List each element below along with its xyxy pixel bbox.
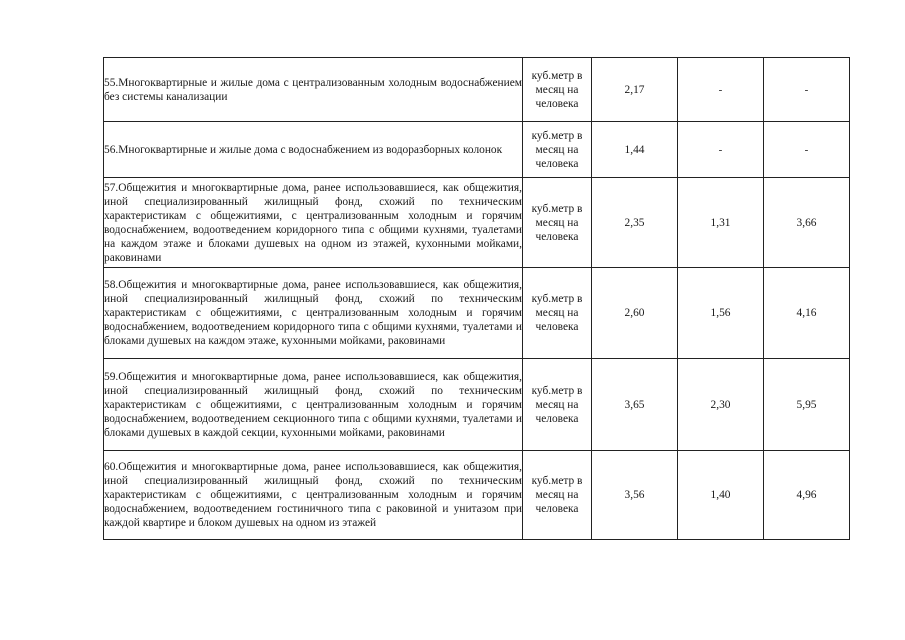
row-value-2: 1,56 (678, 268, 764, 359)
row-value-3: - (764, 58, 850, 122)
consumption-norms-table (103, 57, 850, 540)
row-description: 57.Общежития и многоквартирные дома, ранее использовавшиеся, как общежития, иной специализированный жилищный фонд, схожий по техническим характеристикам с общежитиями, с централизованным холодным и горячим водоснабжением, водоотведением коридорного типа с общими кухнями, туалетами на каждом этаже и блоками душевых на одном из этажей, кухонными мойками, раковинами (104, 178, 523, 268)
row-value-2: 2,30 (678, 359, 764, 451)
table-row (104, 178, 850, 268)
row-unit: куб.метр в месяц на человека (523, 268, 592, 359)
row-value-2: - (678, 58, 764, 122)
row-value-2: - (678, 122, 764, 178)
row-value-3: 4,16 (764, 268, 850, 359)
row-value-3: 4,96 (764, 451, 850, 540)
row-description: 55.Многоквартирные и жилые дома с централизованным холодным водоснабжением без системы канализации (104, 58, 523, 122)
row-unit: куб.метр в месяц на человека (523, 359, 592, 451)
row-description: 60.Общежития и многоквартирные дома, ранее использовавшиеся, как общежития, иной специализированный жилищный фонд, схожий по техническим характеристикам с общежитиями, с централизованным холодным и горячим водоснабжением, водоотведением гостиничного типа с раковиной и унитазом при каждой квартире и блоком душевых на одном из этажей (104, 451, 523, 540)
row-value-2: 1,31 (678, 178, 764, 268)
row-unit: куб.метр в месяц на человека (523, 451, 592, 540)
table-row (104, 451, 850, 540)
row-description: 59.Общежития и многоквартирные дома, ранее использовавшиеся, как общежития, иной специализированный жилищный фонд, схожий по техническим характеристикам с общежитиями, с централизованным холодным и горячим водоснабжением, водоотведением секционного типа с общими кухнями, туалетами и блоками душевых в каждой секции, кухонными мойками, раковинами (104, 359, 523, 451)
table-row (104, 268, 850, 359)
row-description: 58.Общежития и многоквартирные дома, ранее использовавшиеся, как общежития, иной специализированный жилищный фонд, схожий по техническим характеристикам с общежитиями, с централизованным холодным и горячим водоснабжением, водоотведением коридорного типа с общими кухнями, туалетами и блоками душевых на каждом этаже, кухонными мойками, раковинами (104, 268, 523, 359)
table-row (104, 122, 850, 178)
table-row (104, 359, 850, 451)
document-page (103, 57, 849, 540)
row-value-1: 1,44 (592, 122, 678, 178)
row-value-2: 1,40 (678, 451, 764, 540)
row-unit: куб.метр в месяц на человека (523, 58, 592, 122)
row-value-3: 5,95 (764, 359, 850, 451)
row-unit: куб.метр в месяц на человека (523, 178, 592, 268)
row-unit: куб.метр в месяц на человека (523, 122, 592, 178)
row-value-1: 3,65 (592, 359, 678, 451)
row-value-3: 3,66 (764, 178, 850, 268)
row-value-1: 2,17 (592, 58, 678, 122)
row-value-1: 3,56 (592, 451, 678, 540)
row-value-1: 2,35 (592, 178, 678, 268)
row-value-1: 2,60 (592, 268, 678, 359)
row-value-3: - (764, 122, 850, 178)
row-description: 56.Многоквартирные и жилые дома с водоснабжением из водоразборных колонок (104, 122, 523, 178)
table-row (104, 58, 850, 122)
